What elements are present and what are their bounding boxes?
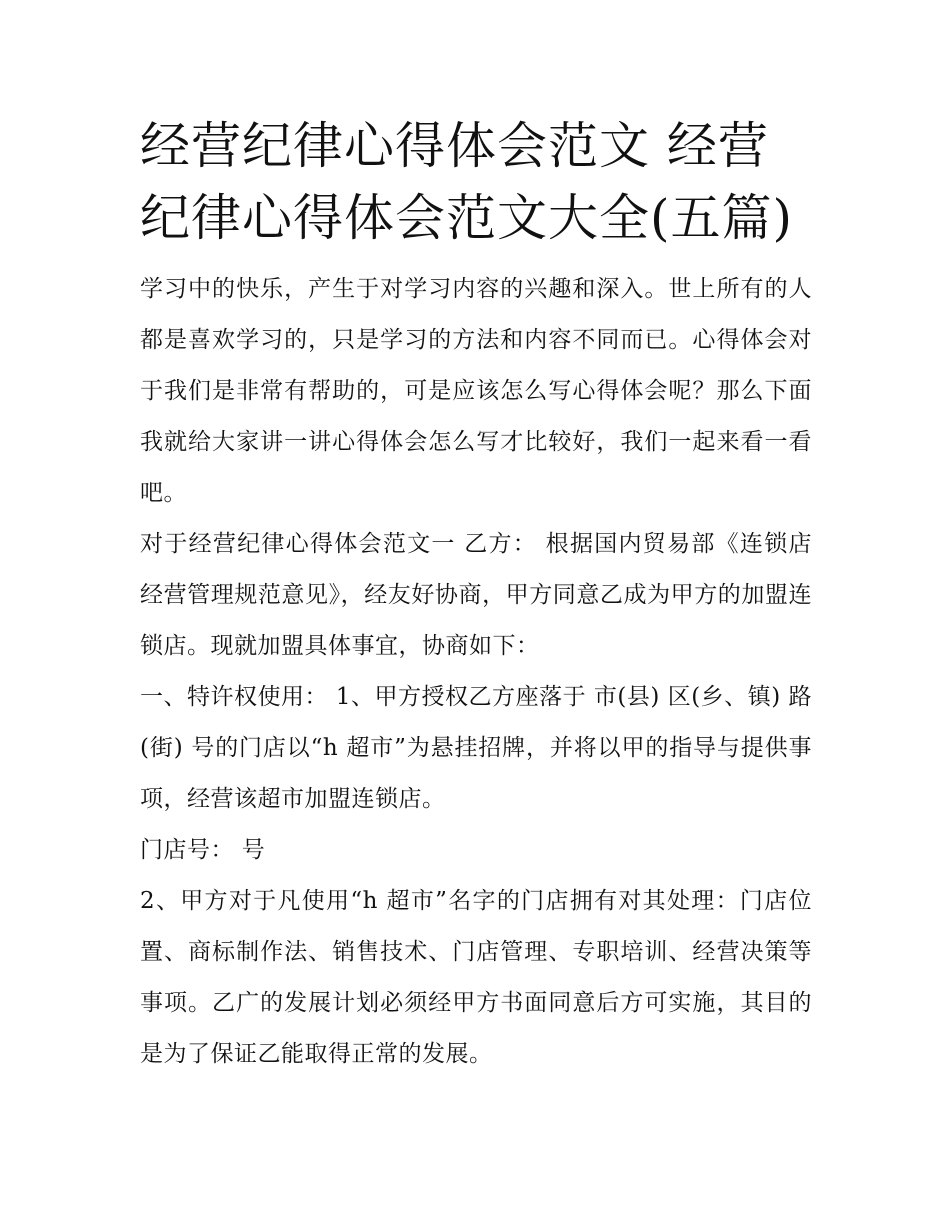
paragraph-management-rights: 2、甲方对于凡使用“h 超市”名字的门店拥有对其处理：门店位置、商标制作法、销售技术、门店管理、专职培训、经营决策等事项。乙广的发展计划必须经甲方书面同意后方可实施，其目的是为了保证乙能取得正常的发展。: [140, 888, 812, 1067]
document-title: 经营纪律心得体会范文 经营纪律心得体会范文大全(五篇): [140, 117, 794, 247]
paragraph-intro: 学习中的快乐，产生于对学习内容的兴趣和深入。世上所有的人都是喜欢学习的，只是学习的方法和内容不同而已。心得体会对于我们是非常有帮助的，可是应该怎么写心得体会呢？那么下面我就给大家讲一讲心得体会怎么写才比较好，我们一起来看一看吧。: [140, 276, 812, 506]
paragraph-franchise-use: 一、特许权使用： 1、甲方授权乙方座落于 市(县) 区(乡、镇) 路(街) 号的门店以“h 超市”为悬挂招牌，并将以甲的指导与提供事项，经营该超市加盟连锁店。: [140, 684, 812, 812]
document-body: [140, 110, 812, 1080]
paragraph-store-number: 门店号： 号: [140, 837, 266, 863]
paragraph-agreement-intro: 对于经营纪律心得体会范文一 乙方： 根据国内贸易部《连锁店经营管理规范意见》，经友好协商，甲方同意乙成为甲方的加盟连锁店。现就加盟具体事宜，协商如下：: [140, 531, 812, 659]
